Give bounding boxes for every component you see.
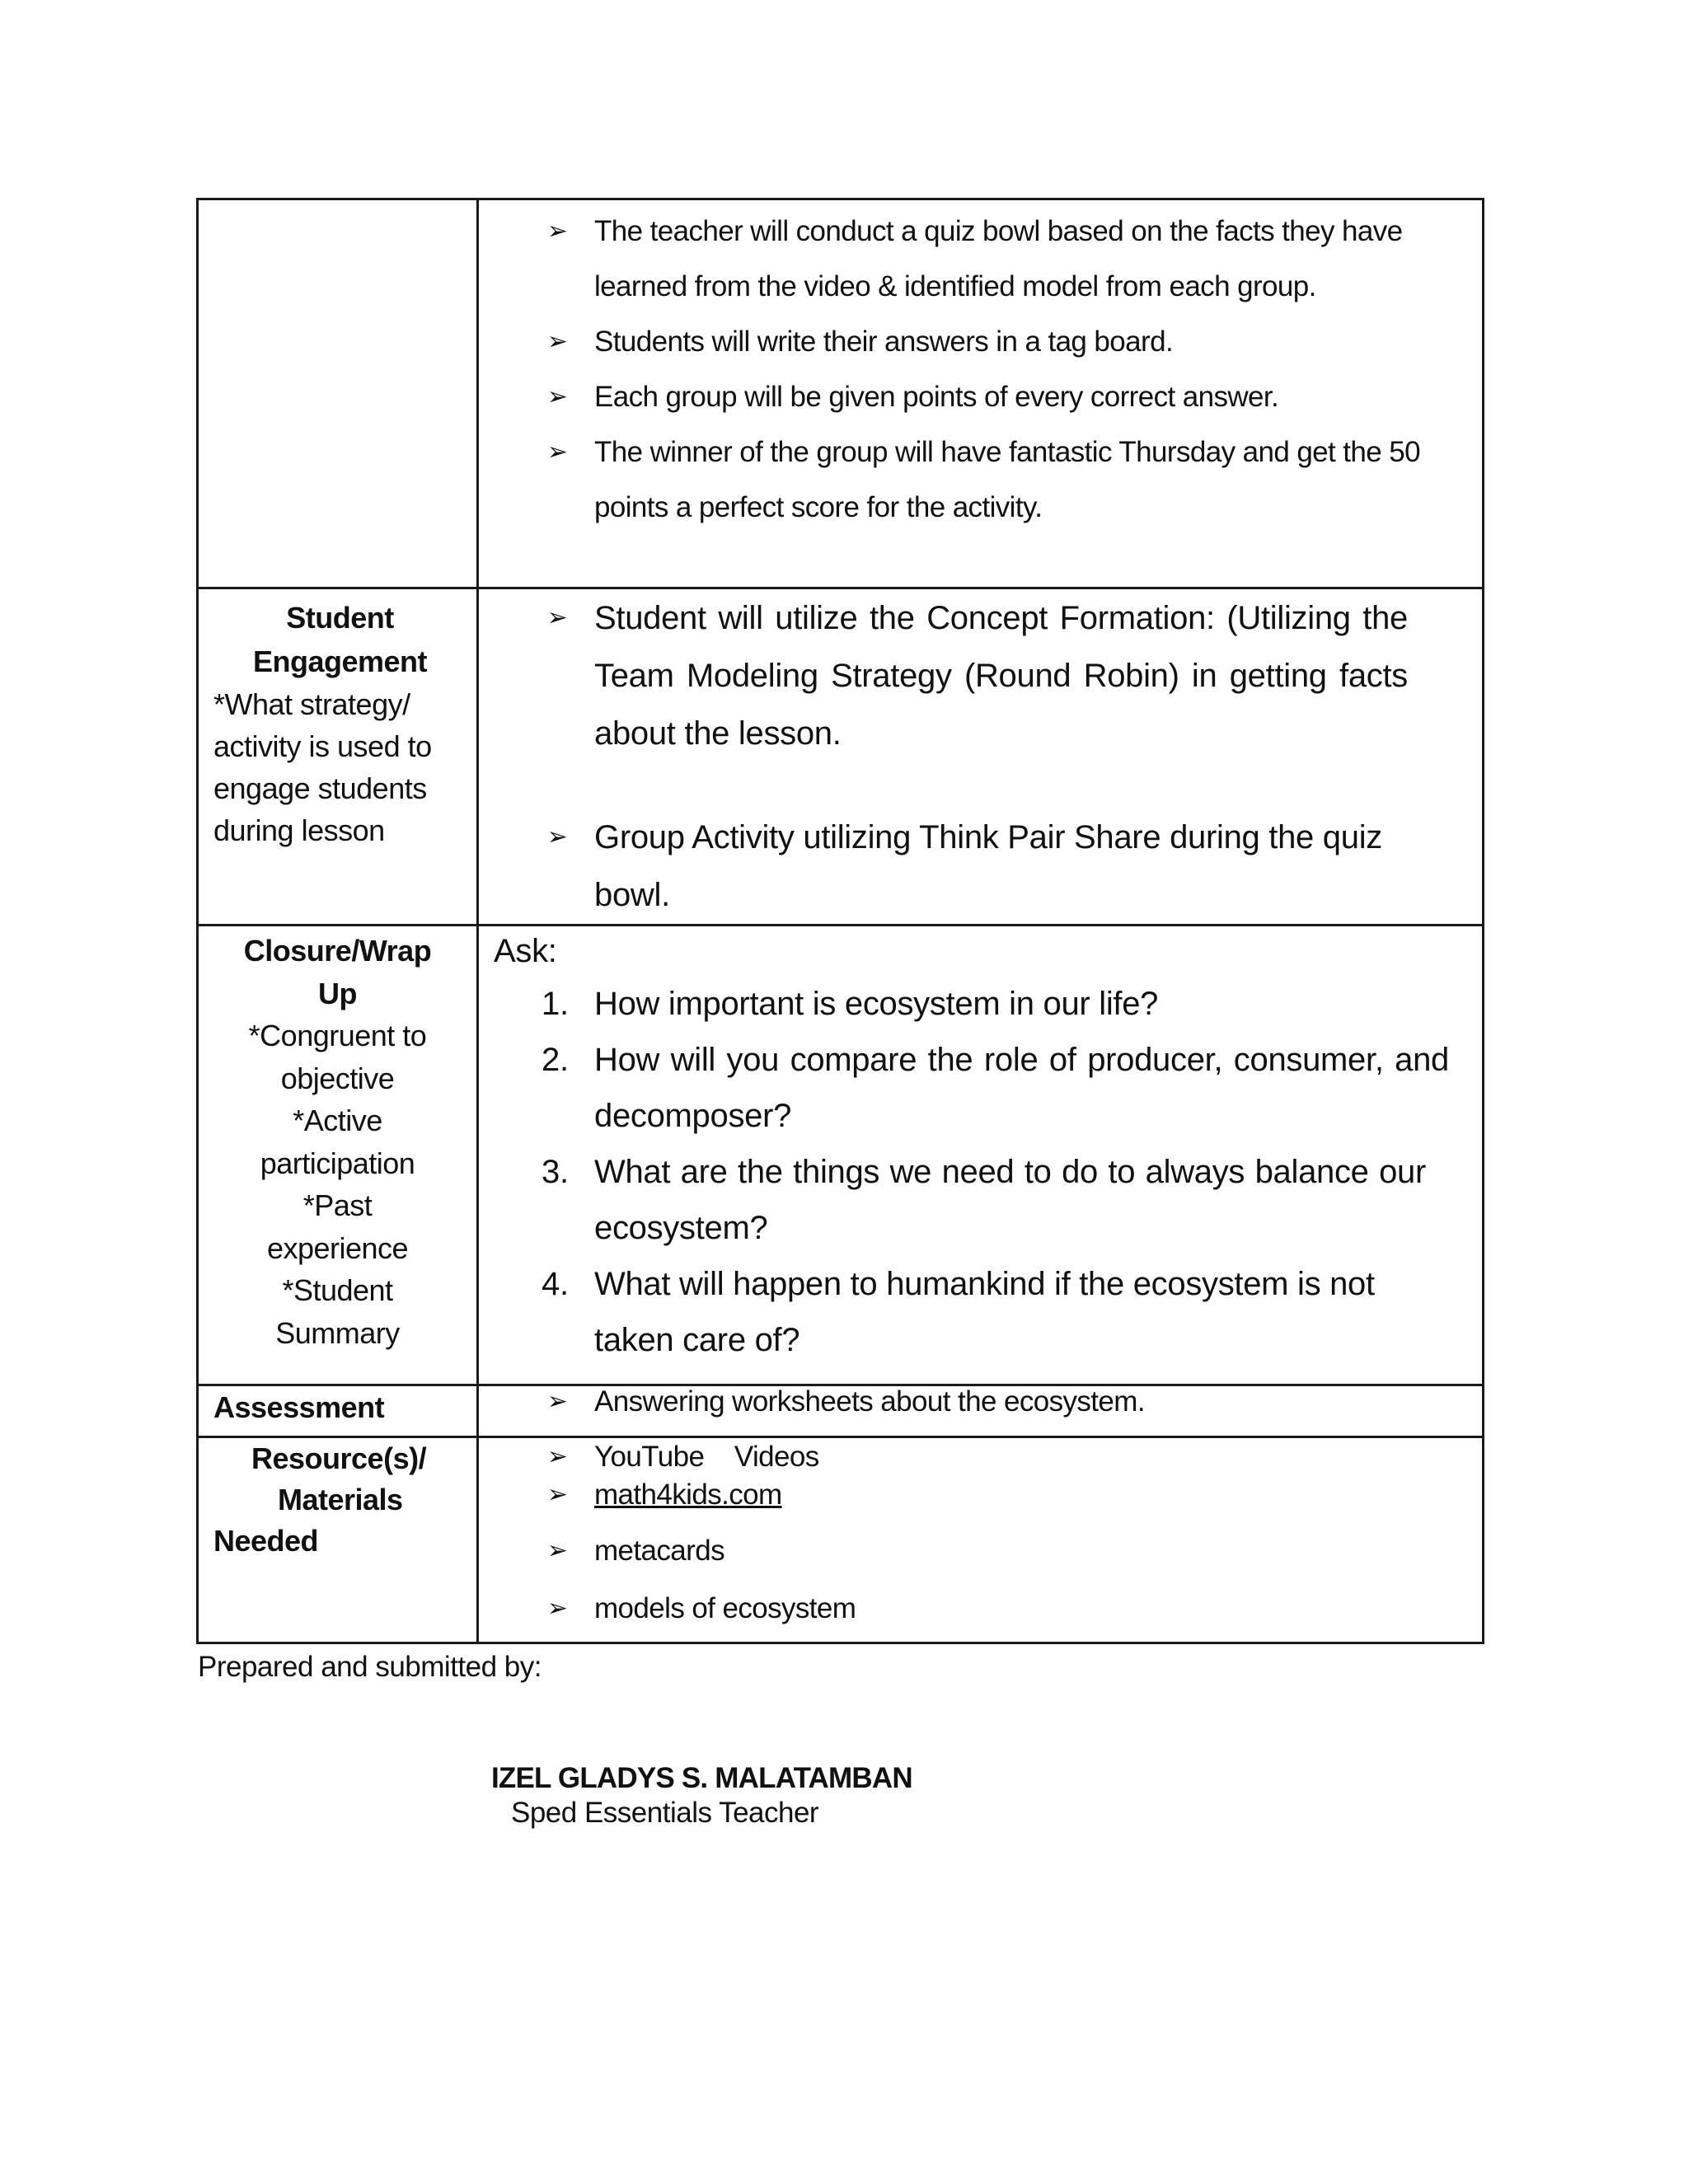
question-item: 4. What will happen to humankind if the ecosystem is not taken care of? <box>542 1266 1375 1358</box>
list-item: ➢ models of ecosystem <box>479 1588 1482 1629</box>
student-engagement-label-cell <box>198 588 478 926</box>
question-item: 2. How will you compare the role of producer, consumer, and decomposer? <box>542 1042 1449 1134</box>
student-engagement-list <box>479 589 1482 924</box>
arrowhead-bullet-icon: ➢ <box>546 438 568 466</box>
signatory-role: Sped Essentials Teacher <box>511 1797 819 1829</box>
list-item: ➢ The winner of the group will have fantastic Thursday and get the 50 points a perfect score for the activity. <box>479 424 1482 535</box>
arrowhead-bullet-icon: ➢ <box>546 1442 568 1471</box>
list-item <box>479 1476 1482 1514</box>
arrowhead-bullet-icon: ➢ <box>546 603 568 632</box>
arrowhead-bullet-icon: ➢ <box>546 1594 568 1623</box>
signatory-name: IZEL GLADYS S. MALATAMBAN <box>491 1762 912 1794</box>
activity-row <box>198 199 1484 588</box>
closure-row <box>198 926 1484 1385</box>
list-item: ➢ The teacher will conduct a quiz bowl based on the facts they have learned from the video & identified model from each group. <box>479 204 1482 314</box>
ask-heading: Ask: <box>494 933 557 969</box>
resources-label-cell <box>198 1437 478 1643</box>
list-item: ➢ Each group will be given points of every correct answer. <box>479 369 1482 424</box>
assessment-content-cell <box>478 1385 1484 1437</box>
question-item: 1. How important is ecosystem in our life? <box>542 986 1159 1022</box>
activity-label-cell <box>198 199 478 588</box>
resources-content-cell <box>478 1437 1484 1643</box>
activity-list <box>479 200 1482 535</box>
arrowhead-bullet-icon: ➢ <box>546 1387 568 1416</box>
list-item: ➢ Group Activity utilizing Think Pair Share during the quiz bowl. <box>479 808 1408 924</box>
prepared-by-text: Prepared and submitted by: <box>198 1651 542 1683</box>
list-item: ➢ Answering worksheets about the ecosystem. <box>546 1385 1145 1418</box>
resources-row <box>198 1437 1484 1643</box>
closure-questions <box>479 976 1482 1368</box>
closure-label: Closure/Wrap Up *Congruent to objective *Active participation *Past experience *Student Summary <box>243 934 432 1350</box>
list-item: ➢ Students will write their answers in a tag board. <box>479 314 1482 369</box>
assessment-label-cell <box>198 1385 478 1437</box>
list-item: ➢ YouTube Videos <box>479 1438 1482 1476</box>
arrowhead-bullet-icon: ➢ <box>546 217 568 246</box>
list-item: ➢ Student will utilize the Concept Formation: (Utilizing the Team Modeling Strategy (Round Robin) in getting facts about the lesson. <box>479 589 1408 762</box>
resources-label: Resource(s)/ Materials Needed <box>213 1441 427 1558</box>
assessment-row <box>198 1385 1484 1437</box>
assessment-label: Assessment <box>213 1390 385 1424</box>
resources-list <box>479 1438 1482 1629</box>
activity-content-cell <box>478 199 1484 588</box>
list-item: ➢ metacards <box>479 1530 1482 1572</box>
question-item: 3. What are the things we need to do to always balance our ecosystem? <box>542 1154 1426 1246</box>
closure-content-cell <box>478 926 1484 1385</box>
lesson-plan-table <box>196 198 1484 1644</box>
student-engagement-content-cell <box>478 588 1484 926</box>
arrowhead-bullet-icon: ➢ <box>546 1536 568 1565</box>
assessment-list <box>479 1386 1482 1418</box>
arrowhead-bullet-icon: ➢ <box>546 823 568 851</box>
arrowhead-bullet-icon: ➢ <box>546 327 568 356</box>
student-engagement-row <box>198 588 1484 926</box>
arrowhead-bullet-icon: ➢ <box>546 1480 568 1509</box>
math4kids-link[interactable]: math4kids.com <box>594 1479 782 1511</box>
arrowhead-bullet-icon: ➢ <box>546 382 568 411</box>
student-engagement-label: Student Engagement *What strategy/ activity is used to engage students during lesson <box>213 601 432 847</box>
closure-label-cell <box>198 926 478 1385</box>
